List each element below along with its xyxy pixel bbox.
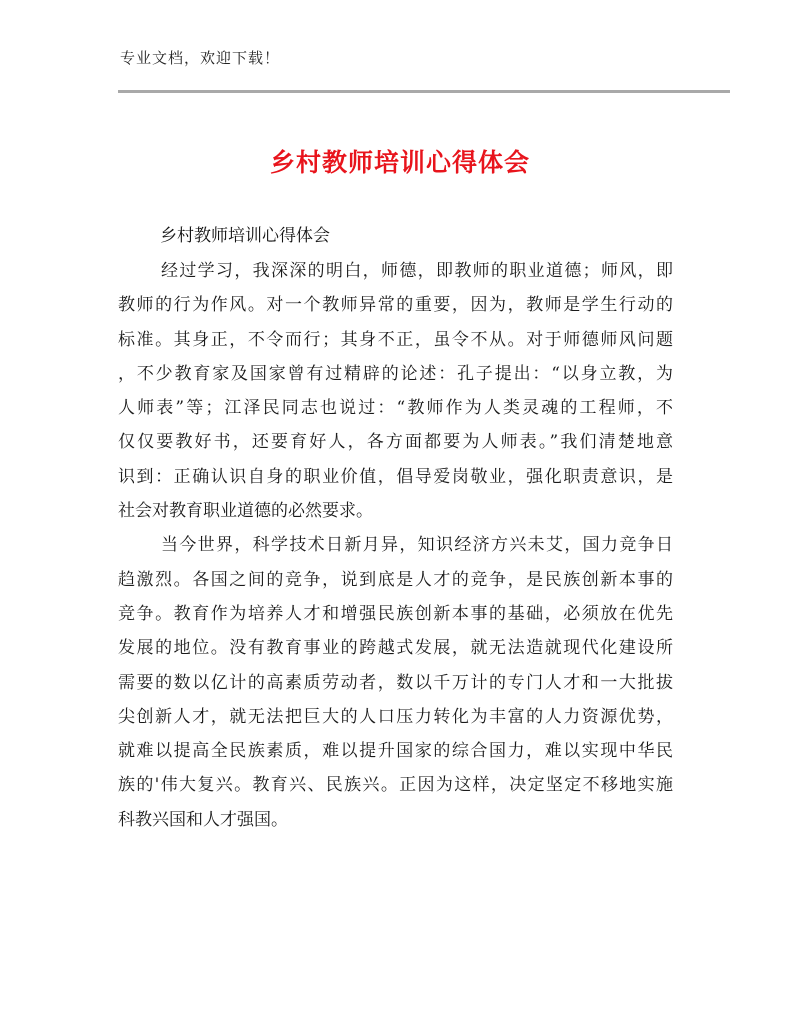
- paragraph-line: 需要的数以亿计的高素质劳动者，数以千万计的专门人才和一大批拔: [118, 672, 673, 693]
- document-title: 乡村教师培训心得体会: [269, 148, 530, 177]
- header-note: 专业文档，欢迎下载！: [120, 49, 281, 67]
- paragraph-1: [118, 254, 673, 528]
- paragraph-line: 科教兴国和人才强国。: [118, 809, 288, 830]
- paragraph-line: 识到：正确认识自身的职业价值，倡导爱岗敬业，强化职责意识，是: [118, 466, 673, 487]
- paragraph-line: 标准。其身正，不令而行；其身不正，虽令不从。对于师德师风问题: [118, 329, 673, 350]
- paragraph-line: 教师的行为作风。对一个教师异常的重要，因为，教师是学生行动的: [118, 295, 673, 316]
- paragraph-line: 当今世界，科学技术日新月异，知识经济方兴未艾，国力竞争日: [161, 535, 673, 556]
- header-divider: [118, 90, 730, 93]
- paragraph-line: ，不少教育家及国家曾有过精辟的论述：孔子提出：“以身立教，为: [118, 363, 673, 384]
- paragraph-line: 趋激烈。各国之间的竞争，说到底是人才的竞争，是民族创新本事的: [118, 569, 673, 590]
- paragraph-line: 就难以提高全民族素质，难以提升国家的综合国力，难以实现中华民: [118, 741, 673, 762]
- paragraph-line: 尖创新人才，就无法把巨大的人口压力转化为丰富的人力资源优势，: [118, 706, 673, 727]
- paragraph-line: 经过学习，我深深的明白，师德，即教师的职业道德；师风，即: [161, 261, 673, 281]
- paragraph-line: 仅仅要教好书，还要育好人，各方面都要为人师表。”我们清楚地意: [118, 432, 673, 453]
- paragraph-line: 竞争。教育作为培养人才和增强民族创新本事的基础，必须放在优先: [118, 603, 673, 624]
- document-body: [118, 254, 673, 837]
- paragraph-line: 族的'伟大复兴。教育兴、民族兴。正因为这样，决定坚定不移地实施: [118, 775, 673, 796]
- paragraph-line: 社会对教育职业道德的必然要求。: [118, 501, 373, 522]
- paragraph-line: 人师表”等；江泽民同志也说过：“教师作为人类灵魂的工程师，不: [118, 398, 673, 419]
- paragraph-2: [118, 528, 673, 837]
- document-subtitle: 乡村教师培训心得体会: [160, 226, 330, 246]
- paragraph-line: 发展的地位。没有教育事业的跨越式发展，就无法造就现代化建设所: [118, 638, 673, 659]
